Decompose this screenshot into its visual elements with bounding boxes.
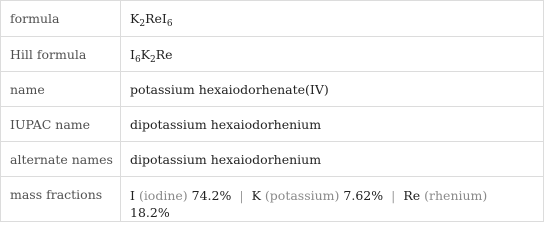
separator: | xyxy=(239,188,244,203)
row-label: Hill formula xyxy=(1,37,121,72)
formula-part: K xyxy=(140,47,151,62)
mass-fractions-value xyxy=(121,177,544,222)
formula-subscript: 2 xyxy=(150,55,156,65)
element-name: (iodine) xyxy=(138,188,188,203)
row-label: mass fractions xyxy=(1,177,121,222)
formula-part: ReI xyxy=(145,11,167,26)
row-label: name xyxy=(1,72,121,107)
alternate-names-value: dipotassium hexaiodorhenium xyxy=(121,142,544,177)
element-name: (rhenium) xyxy=(424,188,488,203)
table-row-formula xyxy=(1,1,544,37)
name-value: potassium hexaiodorhenate(IV) xyxy=(121,72,544,107)
row-label: alternate names xyxy=(1,142,121,177)
formula-subscript: 6 xyxy=(134,55,141,65)
element-name: (potassium) xyxy=(264,188,340,203)
element-symbol: I xyxy=(130,188,135,203)
table-row-name xyxy=(1,72,544,107)
iupac-name-value: dipotassium hexaiodorhenium xyxy=(121,107,544,142)
element-fraction: 74.2% xyxy=(191,188,232,203)
formula-part: Re xyxy=(155,47,173,62)
hill-formula-value xyxy=(121,37,544,72)
formula-value xyxy=(121,1,544,37)
table-row-hill-formula xyxy=(1,37,544,72)
formula-part: I xyxy=(130,47,135,62)
element-fraction: 7.62% xyxy=(343,188,384,203)
table-row-mass-fractions xyxy=(1,177,544,222)
formula-subscript: 6 xyxy=(166,19,173,29)
element-symbol: K xyxy=(251,188,261,203)
element-symbol: Re xyxy=(403,188,421,203)
formula-part: K xyxy=(130,11,140,26)
row-label: formula xyxy=(1,1,121,37)
separator: | xyxy=(391,188,396,203)
element-fraction: 18.2% xyxy=(130,205,170,220)
formula-subscript: 2 xyxy=(139,19,146,29)
table-row-alternate-names xyxy=(1,142,544,177)
table-row-iupac-name xyxy=(1,107,544,142)
row-label: IUPAC name xyxy=(1,107,121,142)
